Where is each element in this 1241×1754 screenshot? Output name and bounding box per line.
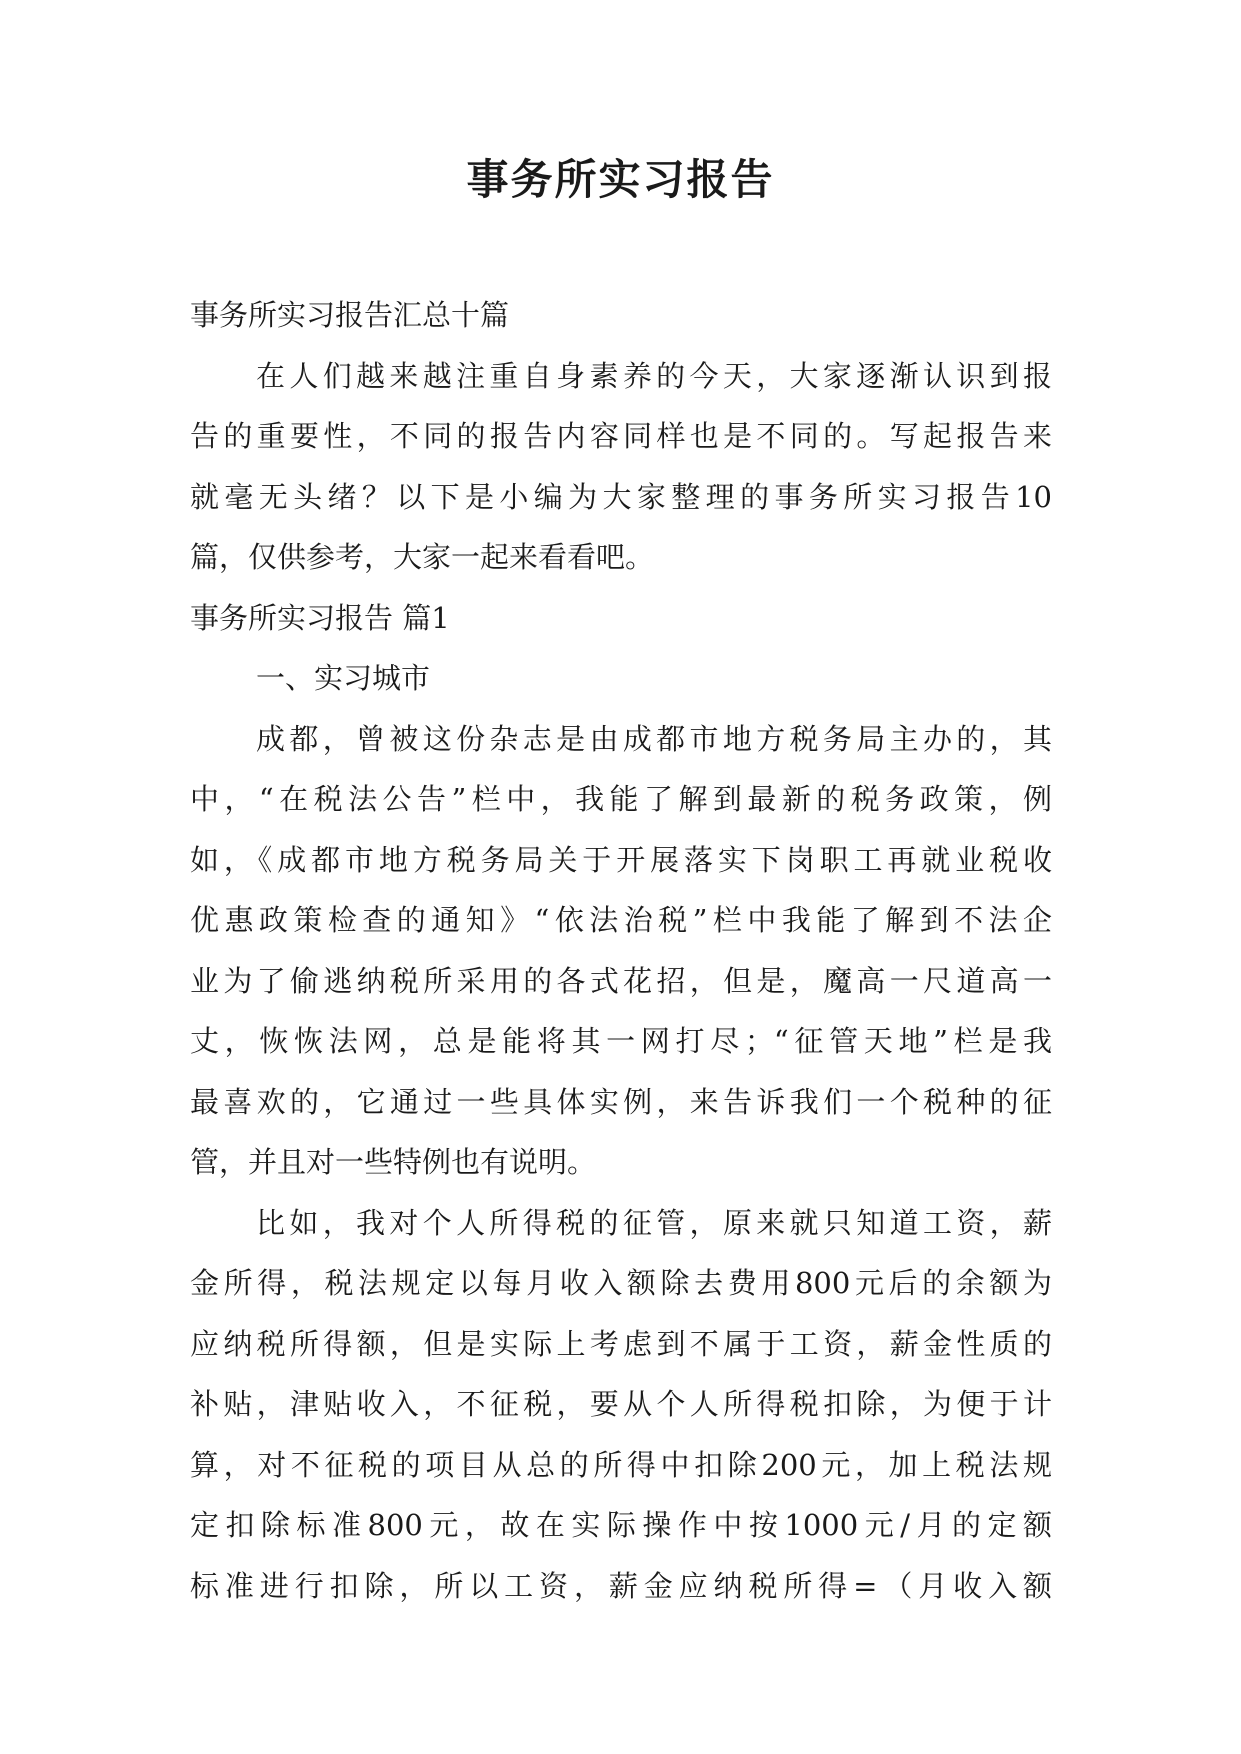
subsection-heading: 一、实习城市 <box>256 661 431 695</box>
text-line: 丈，恢恢法网，总是能将其一网打尽；“征管天地”栏是我 <box>190 1024 1052 1058</box>
text-line: 优惠政策检查的通知》“依法治税”栏中我能了解到不法企 <box>190 903 1052 937</box>
text-line: 最喜欢的，它通过一些具体实例，来告诉我们一个税种的征 <box>190 1084 1052 1119</box>
text-line: 中，“在税法公告”栏中，我能了解到最新的税务政策，例 <box>190 782 1052 816</box>
document-title: 事务所实习报告 <box>466 155 775 204</box>
document-body <box>190 285 1052 1616</box>
text-line: 在人们越来越注重自身素养的今天，大家逐渐认识到报 <box>256 358 1052 393</box>
text-line: 定扣除标准800元，故在实际操作中按1000元/月的定额 <box>190 1508 1052 1542</box>
text-line: 补贴，津贴收入，不征税，要从个人所得税扣除，为便于计 <box>190 1387 1052 1421</box>
text-line: 算，对不征税的项目从总的所得中扣除200元，加上税法规 <box>190 1447 1052 1482</box>
text-line: 就毫无头绪？以下是小编为大家整理的事务所实习报告10 <box>190 479 1052 514</box>
text-line: 告的重要性，不同的报告内容同样也是不同的。写起报告来 <box>190 419 1052 453</box>
section-heading: 事务所实习报告 篇1 <box>190 600 450 635</box>
text-line: 应纳税所得额，但是实际上考虑到不属于工资，薪金性质的 <box>190 1326 1052 1361</box>
text-line: 篇，仅供参考，大家一起来看看吧。 <box>190 540 655 574</box>
text-line: 金所得，税法规定以每月收入额除去费用800元后的余额为 <box>190 1266 1052 1300</box>
text-line: 业为了偷逃纳税所采用的各式花招，但是，魔高一尺道高一 <box>190 963 1052 998</box>
text-line: 成都，曾被这份杂志是由成都市地方税务局主办的，其 <box>256 721 1052 756</box>
text-line: 标准进行扣除，所以工资，薪金应纳税所得=（月收入额 <box>190 1568 1052 1603</box>
text-line: 如，《成都市地方税务局关于开展落实下岗职工再就业税收 <box>190 842 1052 877</box>
text-line: 比如，我对个人所得税的征管，原来就只知道工资，薪 <box>256 1205 1052 1240</box>
text-line: 事务所实习报告汇总十篇 <box>190 298 510 332</box>
text-line: 管，并且对一些特例也有说明。 <box>190 1145 597 1179</box>
